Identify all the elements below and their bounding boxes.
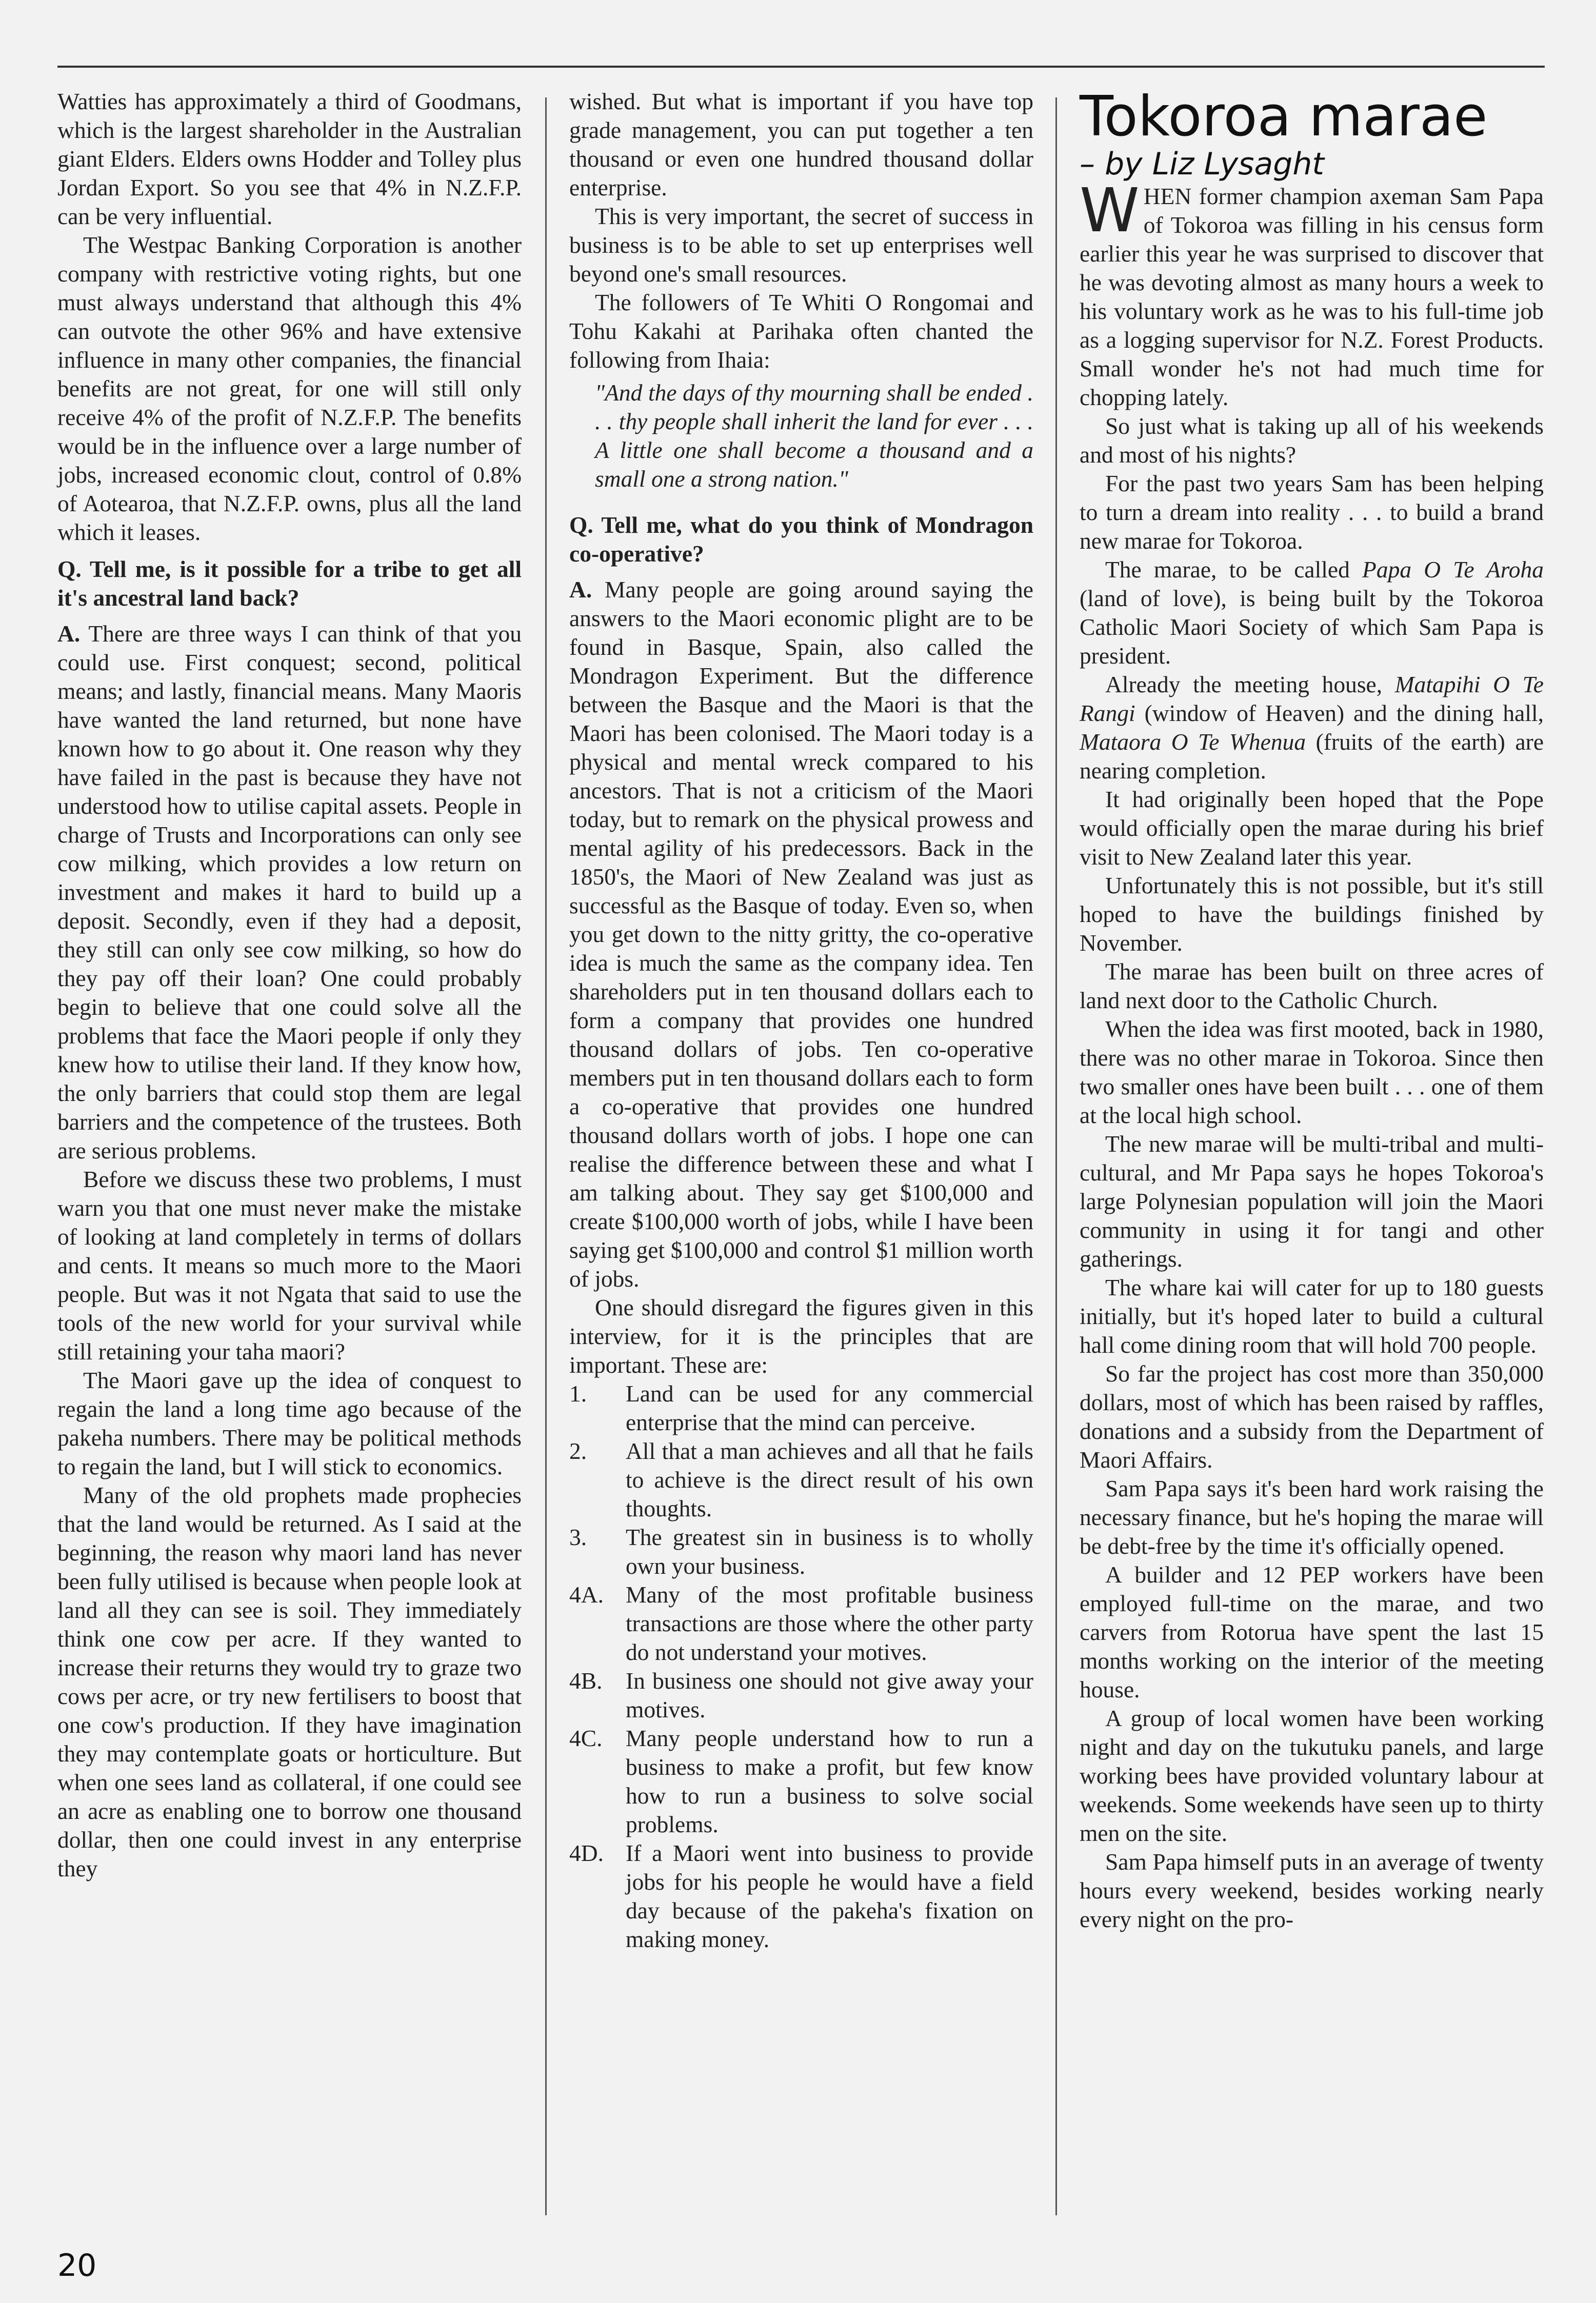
article-title: Tokoroa marae [1080,85,1488,149]
drop-cap: W [1080,175,1140,246]
paragraph: One should disregard the figures given in this interview, for it is the principles that are important. These are: [569,1294,1033,1378]
paragraph: Many of the old prophets made prophecies that the land would be returned. As I said at the beginning, the reason why maori land has never been fully utilised is because when people look at land all they can see is soil. They immediately think one cow per acre. If they wanted to increase their returns they would try to graze two cows per acre, or try new fertilisers to boost that one cow's production. If they have imagination they may contemplate goats or horticulture. But when one sees land as collateral, if one could see an acre as enabling one to borrow one thousand dollar, then one could invest in any enterprise they [57,1482,522,1881]
column-1 [57,87,522,1883]
principles-list [569,1379,1033,1954]
column-divider-1 [545,97,547,2215]
paragraph: This is very important, the secret of success in business is to be able to set up enterprises well beyond one's small resources. [569,203,1033,287]
paragraph: So far the project has cost more than 350,000 dollars, most of which has been raised by raffles, donations and a subsidy from the Department of Maori Affairs. [1080,1360,1544,1473]
list-item: 2. All that a man achieves and all that he fails to achieve is the direct result of his own thoughts. [569,1438,1033,1521]
meeting-house-name: Matapihi O Te Rangi [1080,671,1544,726]
paragraph: It had originally been hoped that the Pope would officially open the marae during his brief visit to New Zealand later this year. [1080,786,1544,870]
column-3 [1080,87,1544,1934]
list-item: 4D. If a Maori went into business to provide jobs for his people he would have a field day because of the pakeha's fixation on making money. [569,1840,1033,1952]
article-byline: – by Liz Lysaght [1080,146,1324,182]
answer-text: Many people are going around saying the answers to the Maori economic plight are to be found in Basque, Spain, also called the Mondragon Experiment. But the difference between the Basque and the Maori is that the Maori has been colonised. The Maori today is a physical and mental wreck compared to his ancestors. That is not a criticism of the Maori today, but to remark on the physical prowess and mental agility of his predecessors. Back in the 1850's, the Maori of New Zealand was just as successful as the Basque of today. Even so, when you get down to the nitty gritty, the co-operative idea is much the same as the company idea. Ten shareholders put in ten thousand dollars each to form a company that provides one hundred thousand dollars of jobs. Ten co-operative members put in ten thousand dollars each to form a co-operative that provides one hundred thousand dollars worth of jobs. I hope one can realise the difference between these and what I am talking about. They say get $100,000 and create $100,000 worth of jobs, while I have been saying get $100,000 and control $1 million worth of jobs. [569,576,1034,1292]
list-item: 4C. Many people understand how to run a business to make a profit, but few know how to run a business to solve social problems. [569,1725,1033,1837]
answer-text: There are three ways I can think of that you could use. First conquest; second, political means; and lastly, financial means. Many Maoris have wanted the land returned, but none have known how to go about it. One reason why they have failed in the past is because they have not understood how to utilise capital assets. People in charge of Trusts and Incorporations can only see cow milking, which provides a low return on investment and makes it hard to build up a deposit. Secondly, even if they had a deposit, they still can only see cow milking, so how do they pay off their loan? One could probably begin to believe that one could solve all the problems that face the Maori people if only they knew how to utilise their land. If they know how, the only barriers that could stop them are legal barriers and the competence of the trustees. Both are serious problems. [57,620,522,1164]
list-item: 1. Land can be used for any commercial enterprise that the mind can perceive. [569,1380,1033,1435]
paragraph: The Westpac Banking Corporation is another company with restrictive voting rights, but one must always understand that although this 4% can outvote the other 96% and have extensive influence in many other companies, the financial benefits are not great, for one will still only receive 4% of the profit of N.Z.F.P. The benefits would be in the influence over a large number of jobs, increased economic clout, control of 0.8% of Aotearoa, that N.Z.F.P. owns, plus all the land which it leases. [57,232,522,545]
answer-label: A. [569,576,592,603]
paragraph: When the idea was first mooted, back in 1980, there was no other marae in Tokoroa. Since then two smaller ones have been built . . . one of them at the local high school. [1080,1016,1544,1128]
paragraph: Before we discuss these two problems, I must warn you that one must never make the mistake of looking at land completely in terms of dollars and cents. It means so much more to the Maori people. But was it not Ngata that said to use the tools of the new world for your survival while still retaining your taha maori? [57,1166,522,1365]
paragraph: The marae has been built on three acres of land next door to the Catholic Church. [1080,958,1544,1013]
column-2 [569,87,1033,1954]
list-item: 4B. In business one should not give away your motives. [569,1668,1033,1723]
column-divider-2 [1055,97,1057,2215]
paragraph: The new marae will be multi-tribal and multi-cultural, and Mr Papa says he hopes Tokoroa's large Polynesian population will join the Maori community in using it for tangi and other gatherings. [1080,1131,1544,1272]
paragraph: The Maori gave up the idea of conquest to regain the land a long time ago because of the pakeha numbers. There may be political methods to regain the land, but I will stick to economics. [57,1367,522,1479]
dining-hall-name: Mataora O Te Whenua [1080,729,1306,755]
answer-paragraph [569,575,1033,1293]
list-item: 4A. Many of the most profitable business transactions are those where the other party do not understand your motives. [569,1581,1033,1665]
paragraph: Unfortunately this is not possible, but it's still hoped to have the buildings finished by November. [1080,872,1544,956]
list-item: 3. The greatest sin in business is to wholly own your business. [569,1524,1033,1579]
page-number: 20 [57,2248,97,2284]
paragraph: A group of local women have been working night and day on the tukutuku panels, and large working bees have provided voluntary labour at weekends. Some weekends have seen up to thirty men on the site. [1080,1705,1544,1846]
paragraph: Watties has approximately a third of Goodmans, which is the largest shareholder in the Australian giant Elders. Elders owns Hodder and Tolley plus Jordan Export. So you see that 4% in N.Z.F.P. can be very influential. [57,88,522,229]
paragraph: Sam Papa himself puts in an average of twenty hours every weekend, besides working nearly every night on the pro- [1080,1849,1544,1932]
paragraph: wished. But what is important if you have top grade management, you can put together a ten thousand or even one hundred thousand dollar enterprise. [569,88,1033,201]
paragraph: For the past two years Sam has been helping to turn a dream into reality . . . to build a brand new marae for Tokoroa. [1080,470,1544,554]
question-heading: Q. Tell me, what do you think of Mondragon co-operative? [569,512,1033,567]
paragraph: Sam Papa says it's been hard work raising the necessary finance, but he's hoping the marae will be debt-free by the time it's officially opened. [1080,1475,1544,1559]
lead-text: former champion axeman Sam Papa of Tokoroa was filling in his census form earlier this year he was surprised to discover that he was devoting almost as many hours a week to his voluntary work as he was to his full-time job as a logging supervisor for N.Z. Forest Products. Small wonder he's not had much time for chopping lately. [1080,183,1544,410]
question-heading: Q. Tell me, is it possible for a tribe to get all it's ancestral land back? [57,556,522,611]
paragraph: A builder and 12 PEP workers have been employed full-time on the marae, and two carvers from Rotorua have spent the last 15 months working on the interior of the meeting house. [1080,1561,1544,1703]
paragraph: So just what is taking up all of his weekends and most of his nights? [1080,413,1544,468]
paragraph: The marae, to be called Papa O Te Aroha (land of love), is being built by the Tokoroa Catholic Maori Society of which Sam Papa is president. [1080,556,1544,669]
lead-caps: HEN [1143,183,1192,209]
paragraph: The whare kai will cater for up to 180 guests initially, but it's hoped later to build a cultural hall come dining room that will hold 700 people. [1080,1274,1544,1358]
scripture-quote: "And the days of thy mourning shall be ended . . . thy people shall inherit the land for ever . . . A little one shall become a thousand and a small one a strong nation." [595,379,1033,492]
paragraph: Already the meeting house, Matapihi O Te Rangi (window of Heaven) and the dining hall, Mataora O Te Whenua (fruits of the earth) are nearing completion. [1080,671,1544,784]
marae-name: Papa O Te Aroha [1362,556,1544,583]
lead-paragraph [1080,175,1544,412]
answer-paragraph [57,619,522,1165]
paragraph: The followers of Te Whiti O Rongomai and Tohu Kakahi at Parihaka often chanted the following from Ihaia: [569,289,1033,373]
answer-label: A. [57,620,81,647]
top-rule [57,66,1545,68]
